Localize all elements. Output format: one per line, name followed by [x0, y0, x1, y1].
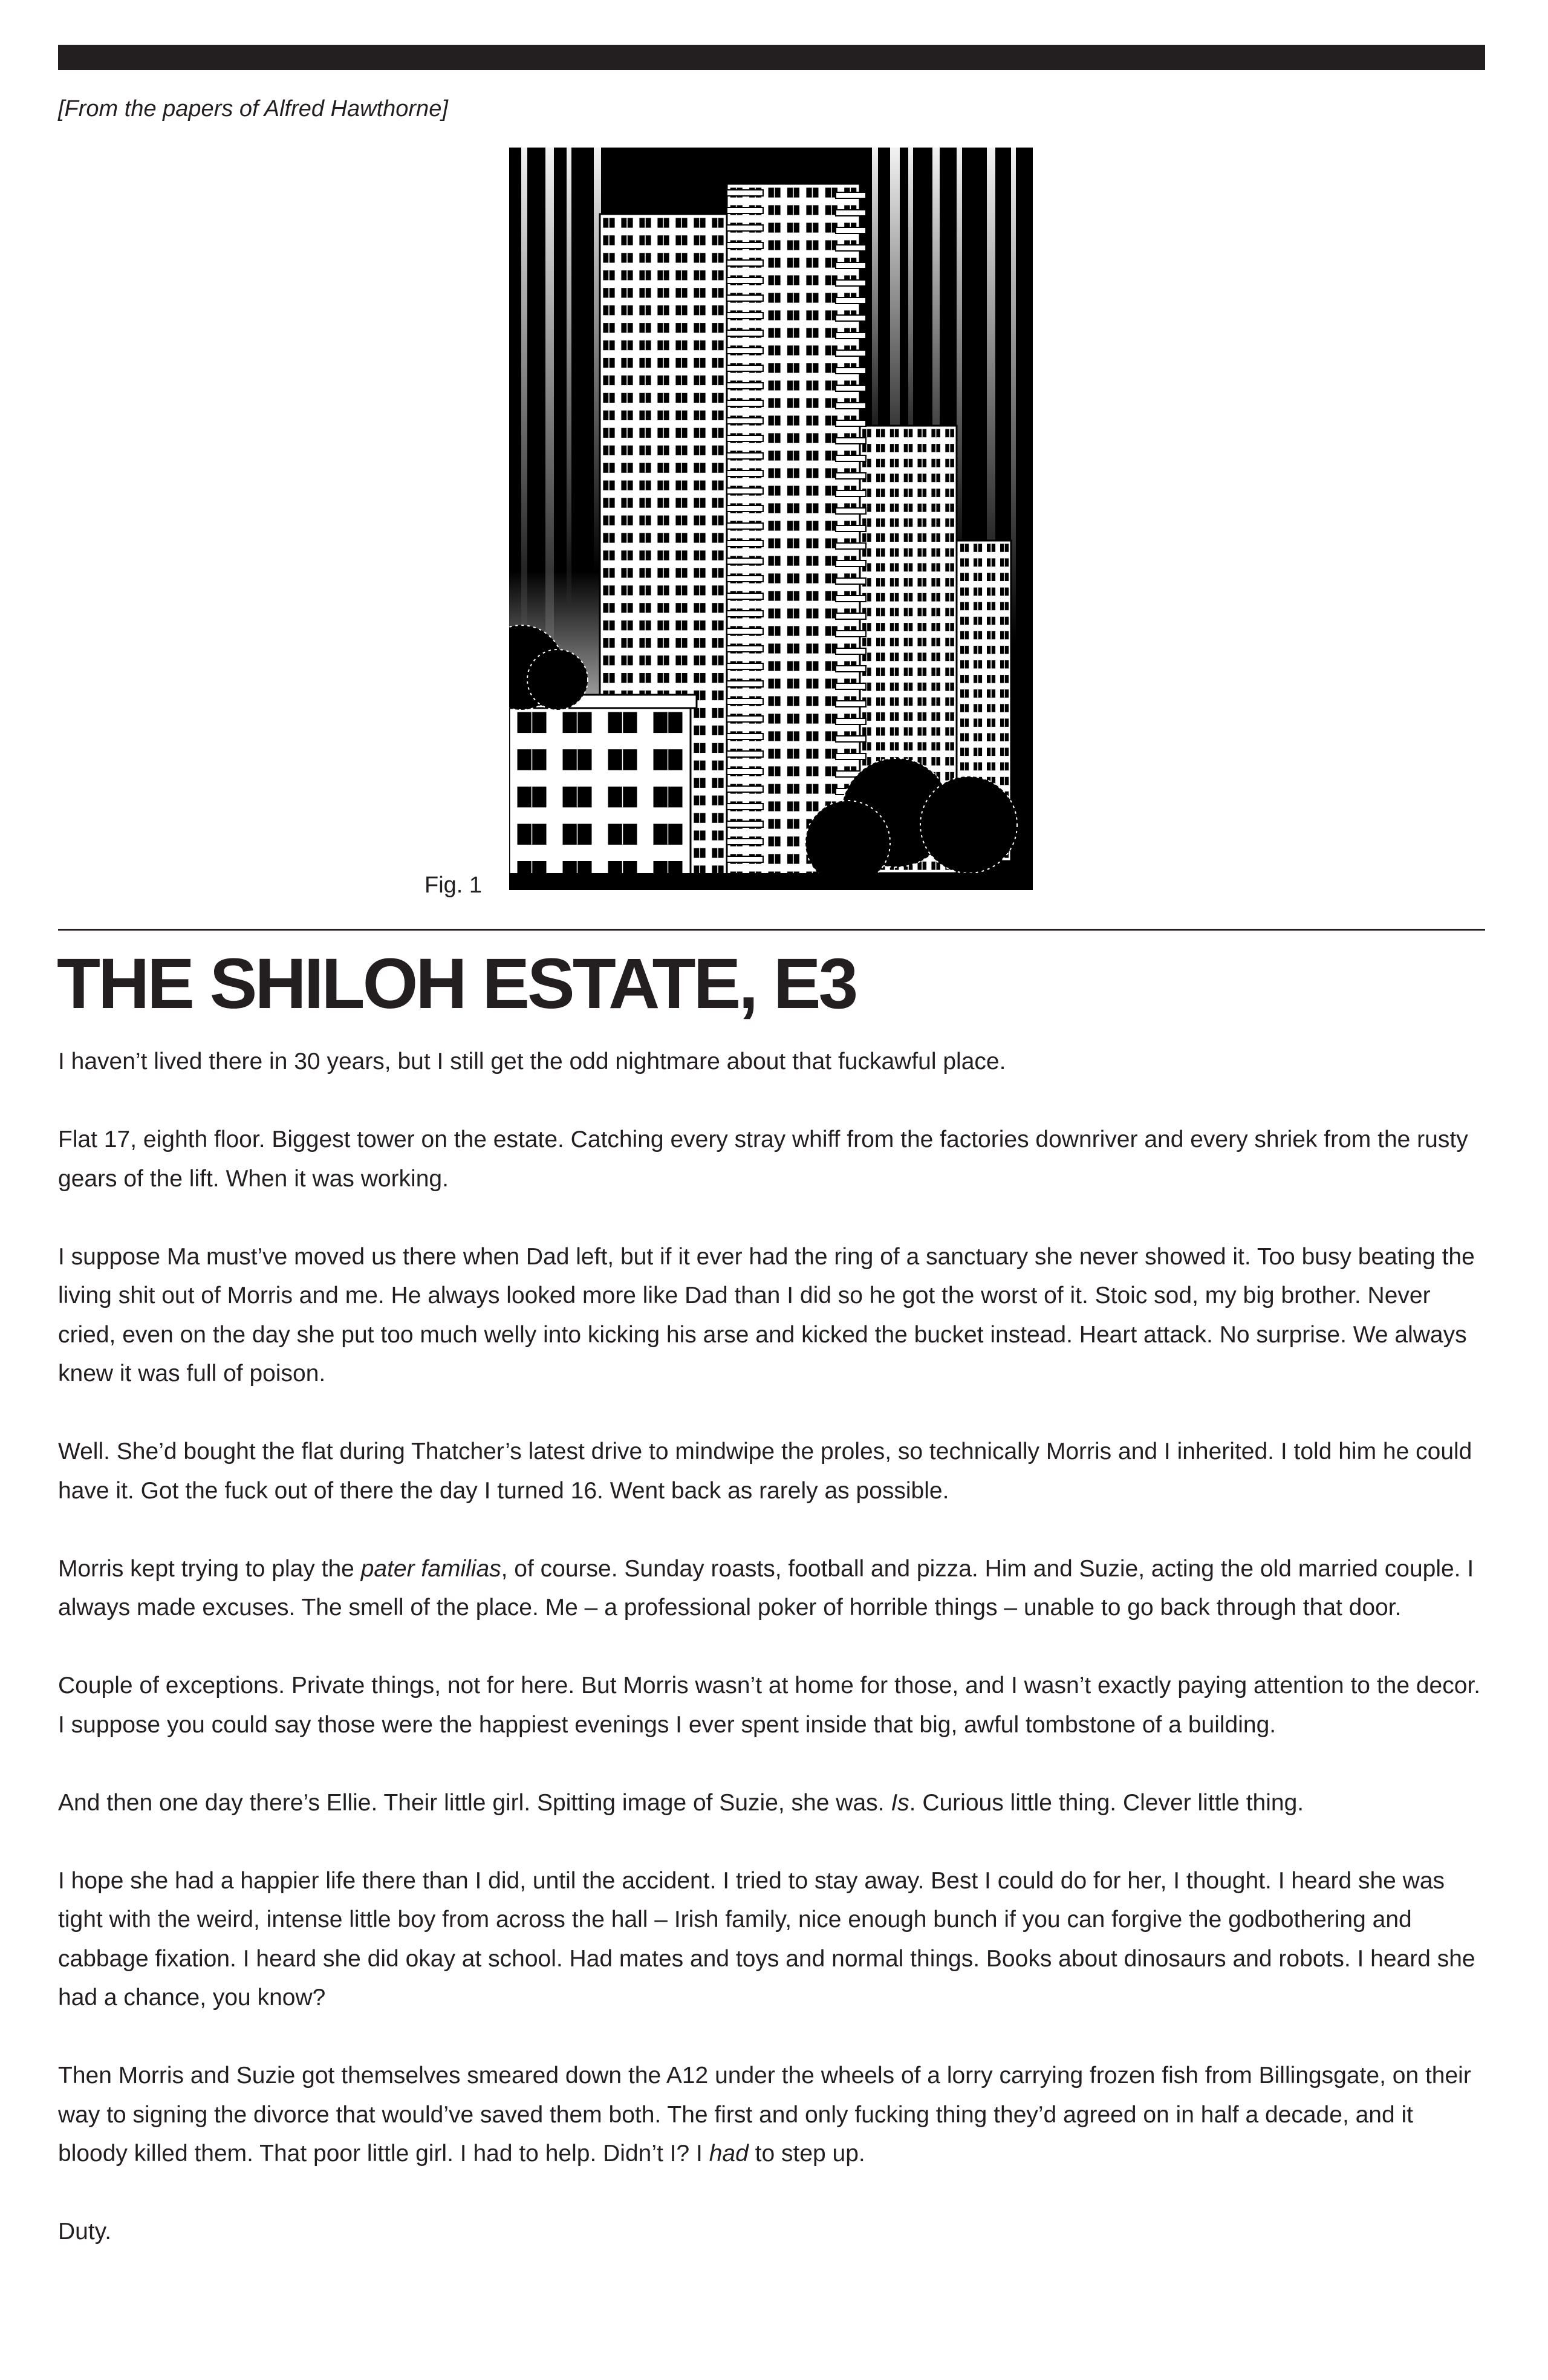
source-note: [From the papers of Alfred Hawthorne]	[58, 96, 448, 122]
paragraph	[58, 1432, 1485, 1510]
paragraph-text: Then Morris and Suzie got themselves smeared down the A12 under the wheels of a lorry carrying frozen fish from Billingsgate, on their way to signing the divorce that would’ve saved them both. The first and only fucking thing they’d agreed on in half a decade, and it bloody killed them. That poor little girl. I had to help. Didn’t I? I	[58, 2063, 1471, 2167]
paragraph	[58, 1784, 1485, 1823]
paragraph	[58, 1120, 1485, 1198]
paragraph	[58, 1042, 1485, 1082]
paragraph-text: Well. She’d bought the flat during Thatcher’s latest drive to mindwipe the proles, so technically Morris and I inherited. I told him he could have it. Got the fuck out of there the day I turned 16. Went back as rarely as possible.	[58, 1439, 1472, 1504]
paragraph-text: I hope she had a happier life there than I did, until the accident. I tried to stay away. Best I could do for her, I thought. I heard she was tight with the weird, intense little boy from across the hall – Irish family, nice enough bunch if you can forgive the godbothering and cabbage fixation. I heard she did okay at school. Had mates and toys and normal things. Books about dinosaurs and robots. I heard she had a chance, you know?	[58, 1867, 1475, 2011]
article-body	[58, 1042, 1485, 2291]
paragraph-text: And then one day there’s Ellie. Their little girl. Spitting image of Suzie, she was.	[58, 1789, 891, 1816]
paragraph	[58, 2213, 1485, 2252]
paragraph	[58, 1862, 1485, 2018]
paragraph-text: to step up.	[748, 2141, 865, 2167]
paragraph-text: Flat 17, eighth floor. Biggest tower on the estate. Catching every stray whiff from the factories downriver and every shriek from the rusty gears of the lift. When it was working.	[58, 1127, 1468, 1192]
header-bar	[58, 45, 1485, 70]
paragraph	[58, 1238, 1485, 1394]
paragraph-text: I suppose Ma must’ve moved us there when Dad left, but if it ever had the ring of a sanctuary she never showed it. Too busy beating the living shit out of Morris and me. He always looked more like Dad than I did so he got the worst of it. Stoic sod, my big brother. Never cried, even on the day she put too much welly into kicking his arse and kicked the bucket instead. Heart attack. No surprise. We always knew it was full of poison.	[58, 1243, 1475, 1387]
paragraph-text: . Curious little thing. Clever little thing.	[909, 1789, 1304, 1816]
paragraph-text: , of course. Sunday roasts, football and pizza. Him and Suzie, acting the old married couple. I always made excuses. The smell of the place. Me – a professional poker of horrible things – unable to go back through that door.	[58, 1555, 1474, 1621]
paragraph	[58, 1550, 1485, 1628]
paragraph-text: Morris kept trying to play the	[58, 1555, 361, 1582]
paragraph-text: I haven’t lived there in 30 years, but I still get the odd nightmare about that fuckawful place.	[58, 1049, 1006, 1075]
figure-caption: Fig. 1	[424, 873, 483, 898]
section-divider	[58, 929, 1485, 931]
paragraph	[58, 2056, 1485, 2174]
paragraph-text: Duty.	[58, 2219, 112, 2245]
paragraph-text: Couple of exceptions. Private things, not for here. But Morris wasn’t at home for those, and I wasn’t exactly paying attention to the decor. I suppose you could say those were the happiest evenings I ever spent inside that big, awful tombstone of a building.	[58, 1673, 1481, 1738]
article-title: THE SHILOH ESTATE, E3	[57, 944, 856, 1024]
italic-text: Is	[891, 1789, 909, 1816]
paragraph	[58, 1666, 1485, 1744]
tower-block-illustration	[509, 148, 1033, 890]
italic-text: had	[709, 2141, 749, 2167]
italic-text: pater familias	[360, 1555, 501, 1582]
